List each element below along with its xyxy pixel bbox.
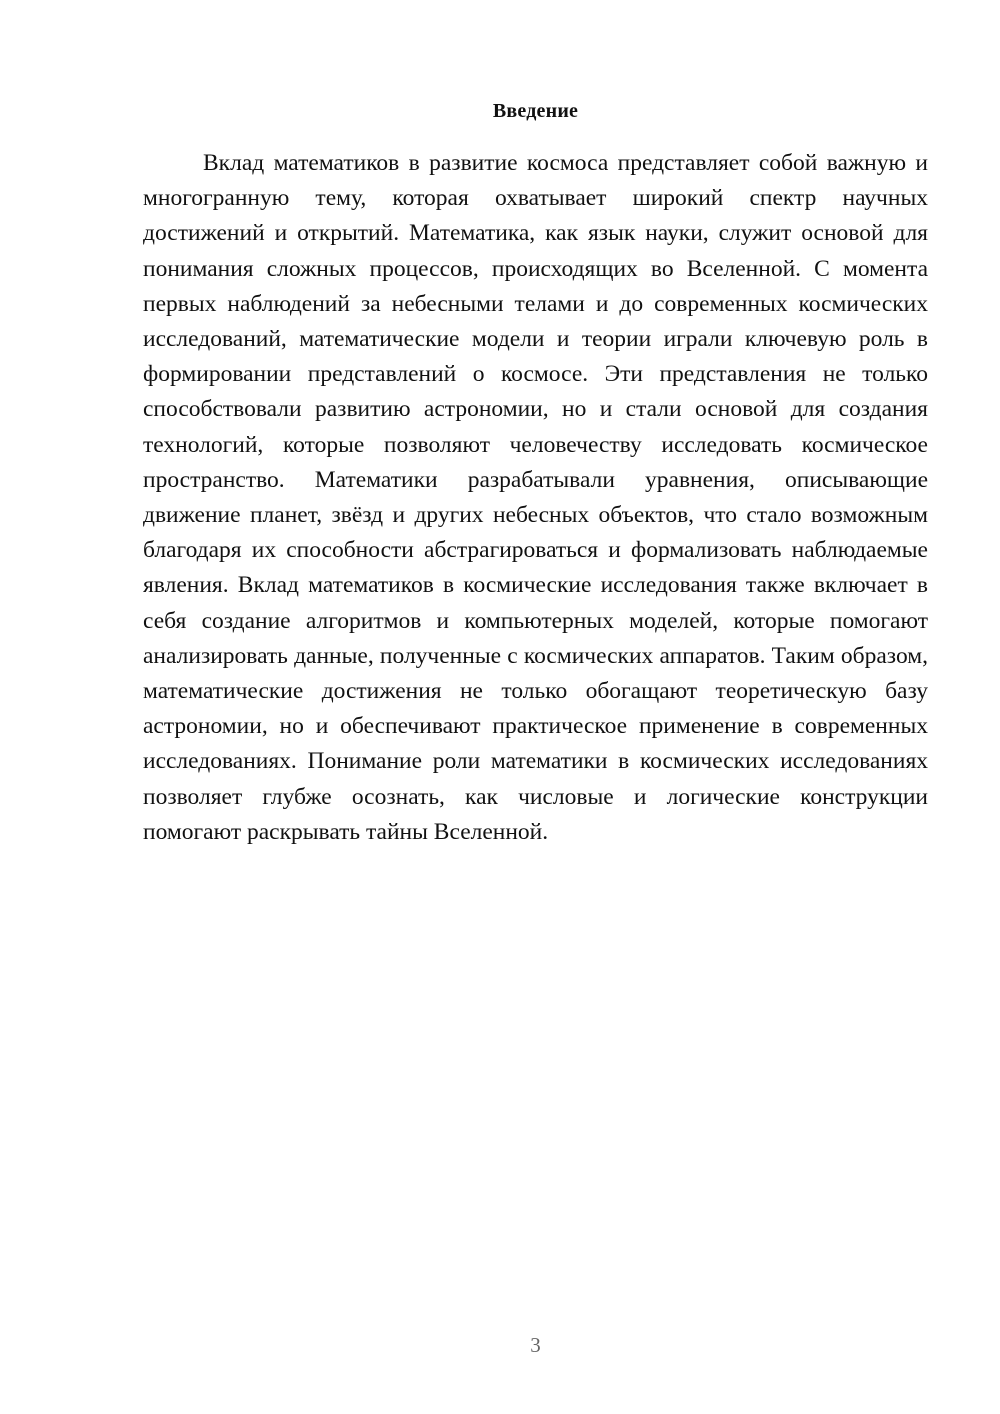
page-number: 3 bbox=[530, 1333, 541, 1357]
section-heading: Введение bbox=[492, 100, 579, 122]
body-paragraph: Вклад математиков в развитие космоса представляет собой важную и многогранную тему, которая охватывает широкий спектр научных достижений и открытий. Математика, как язык науки, служит основой для понимания сложных процессов, происходящих во Вселенной. С момента первых наблюдений за небесными телами и до современных космических исследований, математические модели и теории играли ключевую роль в формировании представлений о космосе. Эти представления не только способствовали развитию астрономии, но и стали основой для создания технологий, которые позволяют человечеству исследовать космическое пространство. Математики разрабатывали уравнения, описывающие движение планет, звёзд и других небесных объектов, что стало возможным благодаря их способности абстрагироваться и формализовать наблюдаемые явления. Вклад математиков в космические исследования также включает в себя создание алгоритмов и компьютерных моделей, которые помогают анализировать данные, полученные с космических аппаратов. Таким образом, математические достижения не только обогащают теоретическую базу астрономии, но и обеспечивают практическое применение в современных исследованиях. Понимание роли математики в космических исследованиях позволяет глубже осознать, как числовые и логические конструкции помогают раскрывать тайны Вселенной. bbox=[143, 150, 928, 845]
